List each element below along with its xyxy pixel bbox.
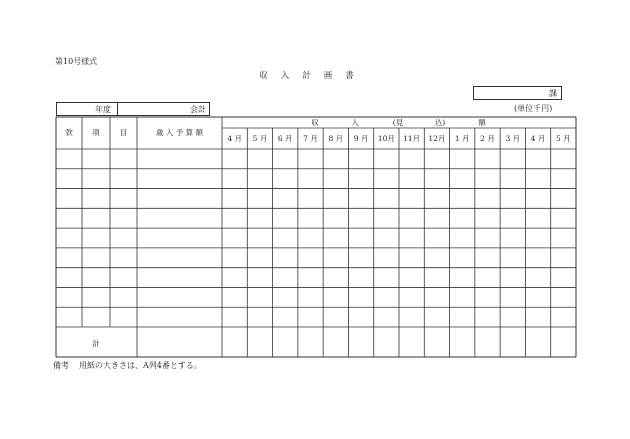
year-label: 年度	[95, 105, 111, 114]
month-header: 10月	[377, 134, 395, 143]
header-yosan: 歳 入 予 算 額	[155, 128, 204, 137]
header-shunyu-part: 収	[311, 118, 319, 127]
month-header: 6 月	[277, 134, 293, 143]
form-number-label: 第10号様式	[55, 57, 98, 66]
month-header: 1 月	[454, 134, 470, 143]
month-header: 7 月	[303, 134, 318, 143]
unit-label: (単位千円)	[514, 104, 553, 113]
page-title: 収入計画書	[259, 71, 367, 81]
month-header: 5 月	[252, 134, 268, 143]
header-kou: 項	[92, 128, 100, 137]
month-header: 4 月	[530, 134, 546, 143]
note-text: 用紙の大きさは、A列4番とする。	[79, 361, 202, 370]
month-header: 8 月	[328, 134, 344, 143]
month-header: 5 月	[556, 134, 571, 143]
note	[53, 362, 202, 370]
total-label: 計	[92, 339, 100, 348]
note-heading: 備考	[53, 361, 69, 370]
header-shunyu-part: 込)	[434, 118, 446, 127]
month-header: 4 月	[227, 134, 242, 143]
accounting-label: 会計	[190, 105, 206, 114]
section-label: 課	[549, 89, 557, 98]
month-header: 11月	[403, 134, 421, 143]
month-header: 3 月	[505, 134, 521, 143]
header-kan: 款	[65, 128, 73, 137]
month-header: 2 月	[480, 134, 495, 143]
header-moku: 目	[119, 128, 128, 137]
header-shunyu-part: 入	[351, 118, 359, 127]
header-shunyu-part: (見	[392, 118, 404, 127]
month-header: 9 月	[353, 134, 369, 143]
header-shunyu-part: 額	[478, 118, 486, 127]
month-header: 12月	[428, 134, 446, 143]
